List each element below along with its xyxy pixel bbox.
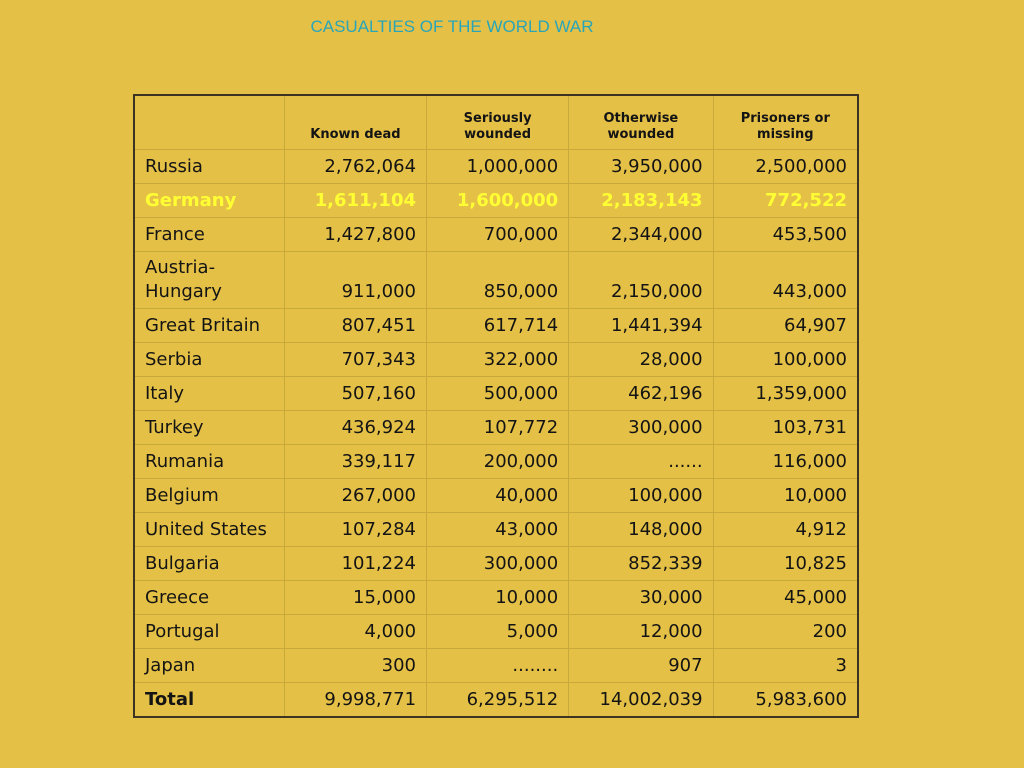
prisoners-missing-cell: 64,907 — [713, 309, 858, 343]
seriously-wounded-cell: 40,000 — [427, 479, 569, 513]
prisoners-missing-cell: 453,500 — [713, 218, 858, 252]
seriously-wounded-cell: 200,000 — [427, 445, 569, 479]
prisoners-missing-cell: 5,983,600 — [713, 683, 858, 718]
known-dead-cell: 15,000 — [284, 581, 426, 615]
table-row — [134, 252, 858, 309]
prisoners-missing-cell: 45,000 — [713, 581, 858, 615]
header-country — [134, 95, 284, 150]
otherwise-wounded-cell: 2,183,143 — [569, 184, 713, 218]
prisoners-missing-cell: 100,000 — [713, 343, 858, 377]
prisoners-missing-cell: 116,000 — [713, 445, 858, 479]
country-cell: Germany — [134, 184, 284, 218]
table-row — [134, 445, 858, 479]
table-row — [134, 150, 858, 184]
table-row — [134, 377, 858, 411]
country-cell: Greece — [134, 581, 284, 615]
country-cell: Great Britain — [134, 309, 284, 343]
table-total-row — [134, 683, 858, 718]
country-cell: Total — [134, 683, 284, 718]
seriously-wounded-cell: 1,600,000 — [427, 184, 569, 218]
otherwise-wounded-cell: 1,441,394 — [569, 309, 713, 343]
known-dead-cell: 807,451 — [284, 309, 426, 343]
table-row — [134, 513, 858, 547]
seriously-wounded-cell: 6,295,512 — [427, 683, 569, 718]
country-cell: Italy — [134, 377, 284, 411]
table-row — [134, 479, 858, 513]
otherwise-wounded-cell: 30,000 — [569, 581, 713, 615]
seriously-wounded-cell: 300,000 — [427, 547, 569, 581]
known-dead-cell: 101,224 — [284, 547, 426, 581]
prisoners-missing-cell: 2,500,000 — [713, 150, 858, 184]
seriously-wounded-cell: 107,772 — [427, 411, 569, 445]
known-dead-cell: 436,924 — [284, 411, 426, 445]
header-prisoners-missing: Prisoners or missing — [713, 95, 858, 150]
otherwise-wounded-cell: 462,196 — [569, 377, 713, 411]
seriously-wounded-cell: 43,000 — [427, 513, 569, 547]
known-dead-cell: 107,284 — [284, 513, 426, 547]
prisoners-missing-cell: 3 — [713, 649, 858, 683]
country-cell: Serbia — [134, 343, 284, 377]
seriously-wounded-cell: 322,000 — [427, 343, 569, 377]
known-dead-cell: 507,160 — [284, 377, 426, 411]
otherwise-wounded-cell: 14,002,039 — [569, 683, 713, 718]
country-cell: Japan — [134, 649, 284, 683]
prisoners-missing-cell: 4,912 — [713, 513, 858, 547]
seriously-wounded-cell: 850,000 — [427, 252, 569, 309]
known-dead-cell: 9,998,771 — [284, 683, 426, 718]
prisoners-missing-cell: 10,825 — [713, 547, 858, 581]
seriously-wounded-cell: 1,000,000 — [427, 150, 569, 184]
known-dead-cell: 339,117 — [284, 445, 426, 479]
header-seriously-wounded: Seriously wounded — [427, 95, 569, 150]
country-cell: Turkey — [134, 411, 284, 445]
prisoners-missing-cell: 10,000 — [713, 479, 858, 513]
otherwise-wounded-cell: 852,339 — [569, 547, 713, 581]
table-row — [134, 343, 858, 377]
country-cell: United States — [134, 513, 284, 547]
table-row — [134, 218, 858, 252]
known-dead-cell: 4,000 — [284, 615, 426, 649]
country-cell: France — [134, 218, 284, 252]
country-cell: Rumania — [134, 445, 284, 479]
prisoners-missing-cell: 443,000 — [713, 252, 858, 309]
prisoners-missing-cell: 200 — [713, 615, 858, 649]
seriously-wounded-cell: 500,000 — [427, 377, 569, 411]
known-dead-cell: 300 — [284, 649, 426, 683]
known-dead-cell: 911,000 — [284, 252, 426, 309]
table-row — [134, 547, 858, 581]
country-cell: Russia — [134, 150, 284, 184]
table-row — [134, 411, 858, 445]
table-row — [134, 615, 858, 649]
header-otherwise-wounded: Otherwise wounded — [569, 95, 713, 150]
otherwise-wounded-cell: 100,000 — [569, 479, 713, 513]
table-row — [134, 649, 858, 683]
casualties-table — [133, 94, 859, 718]
country-cell: Bulgaria — [134, 547, 284, 581]
seriously-wounded-cell: 10,000 — [427, 581, 569, 615]
table-row — [134, 309, 858, 343]
known-dead-cell: 1,611,104 — [284, 184, 426, 218]
known-dead-cell: 2,762,064 — [284, 150, 426, 184]
otherwise-wounded-cell: 12,000 — [569, 615, 713, 649]
otherwise-wounded-cell: 3,950,000 — [569, 150, 713, 184]
seriously-wounded-cell: ........ — [427, 649, 569, 683]
country-cell: Austria-Hungary — [134, 252, 284, 309]
otherwise-wounded-cell: 2,150,000 — [569, 252, 713, 309]
otherwise-wounded-cell: 300,000 — [569, 411, 713, 445]
otherwise-wounded-cell: 28,000 — [569, 343, 713, 377]
seriously-wounded-cell: 617,714 — [427, 309, 569, 343]
otherwise-wounded-cell: 907 — [569, 649, 713, 683]
known-dead-cell: 267,000 — [284, 479, 426, 513]
seriously-wounded-cell: 700,000 — [427, 218, 569, 252]
prisoners-missing-cell: 1,359,000 — [713, 377, 858, 411]
seriously-wounded-cell: 5,000 — [427, 615, 569, 649]
country-cell: Belgium — [134, 479, 284, 513]
table-row — [134, 581, 858, 615]
otherwise-wounded-cell: ...... — [569, 445, 713, 479]
otherwise-wounded-cell: 2,344,000 — [569, 218, 713, 252]
country-cell: Portugal — [134, 615, 284, 649]
known-dead-cell: 1,427,800 — [284, 218, 426, 252]
table-row — [134, 184, 858, 218]
table-header-row — [134, 95, 858, 150]
table-body — [134, 150, 858, 718]
otherwise-wounded-cell: 148,000 — [569, 513, 713, 547]
known-dead-cell: 707,343 — [284, 343, 426, 377]
header-known-dead: Known dead — [284, 95, 426, 150]
prisoners-missing-cell: 772,522 — [713, 184, 858, 218]
slide-title: CASUALTIES OF THE WORLD WAR — [310, 17, 594, 36]
prisoners-missing-cell: 103,731 — [713, 411, 858, 445]
